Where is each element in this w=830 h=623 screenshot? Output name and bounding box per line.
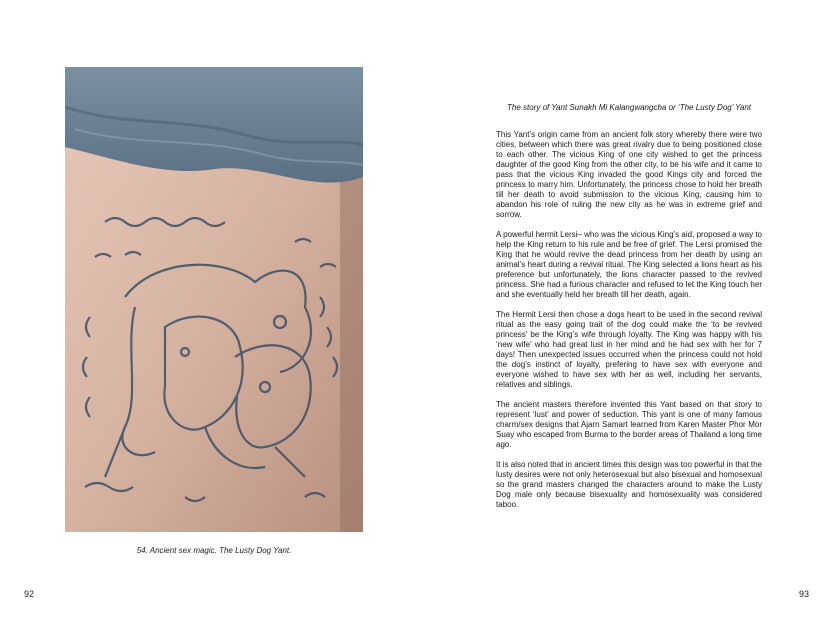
article-body: [496, 103, 762, 520]
page-number-right: 93: [798, 589, 809, 599]
paragraph-ancient-masters: The ancient masters therefore invented this Yant based on that story to represent ‘lust’ and power of seduction. This yant is one of many famous charm/sex designs that Ajarn Samart learned from Karen Master Phor Mor Suay who escaped from Burma to the border areas of Thailand a long time ago.: [496, 400, 762, 449]
article-title: The story of Yant Sunakh Mi Kalangwangcha or ‘The Lusty Dog’ Yant: [507, 103, 751, 112]
paragraph-origin: This Yant’s origin came from an ancient folk story whereby there were two cities, between which there was great rivalry due to being positioned close to each other. The vicious King of one city wished to get the princess daughter of the good King from the other city, to be his wife and it came to pass that the vicious King invaded the good Kings city and forced the princess to marry him. Unfortunately, the princess chose to hold her breath till her death to avoid submission to the vicious King, causing him to abandon his role of ruling the new city as he was in extreme grief and sorrow.: [496, 130, 762, 219]
paragraph-dog-heart: The Hermit Lersi then chose a dogs heart to be used in the second revival ritual as the easy going trait of the dog could make the ‘to be revived princess’ be the King’s wife through loyalty. The King was happy with his ‘new wife’ who had great lust in her mind and he had sex with her for 7 days! Then unexpected issues occurred when the princess could not hold the dog’s instinct of loyalty, prefering to have sex with everyone and everyone wished to have sex with her as well, including her servants, relatives and siblings.: [496, 310, 762, 389]
tattoo-illustration: [65, 67, 363, 532]
photo-caption: 54. Ancient sex magic. The Lusty Dog Yant.: [136, 546, 292, 555]
tattoo-photo: [65, 67, 363, 532]
paragraph-taboo: It is also noted that in ancient times this design was too powerful in that the lusty desires were not only heterosexual but also bisexual and homosexual so the grand masters changed the characters around to make the Lusty Dog male only because bisexuality and homosexuality was considered taboo.: [496, 460, 762, 509]
page-number-left: 92: [24, 589, 35, 599]
paragraph-hermit: A powerful hermit Lersi– who was the vicious King’s aid, proposed a way to help the King return to his rule and be free of grief. The Lersi promised the King that he would revive the dead princess from her death by using an animal’s heart during a revival ritual. The King selected a lions heart as his preference but unfortunately, the lions character passed to the revived princess. She had a furious character and refused to let the King touch her and she eventually held her breath till her death, again.: [496, 230, 762, 299]
